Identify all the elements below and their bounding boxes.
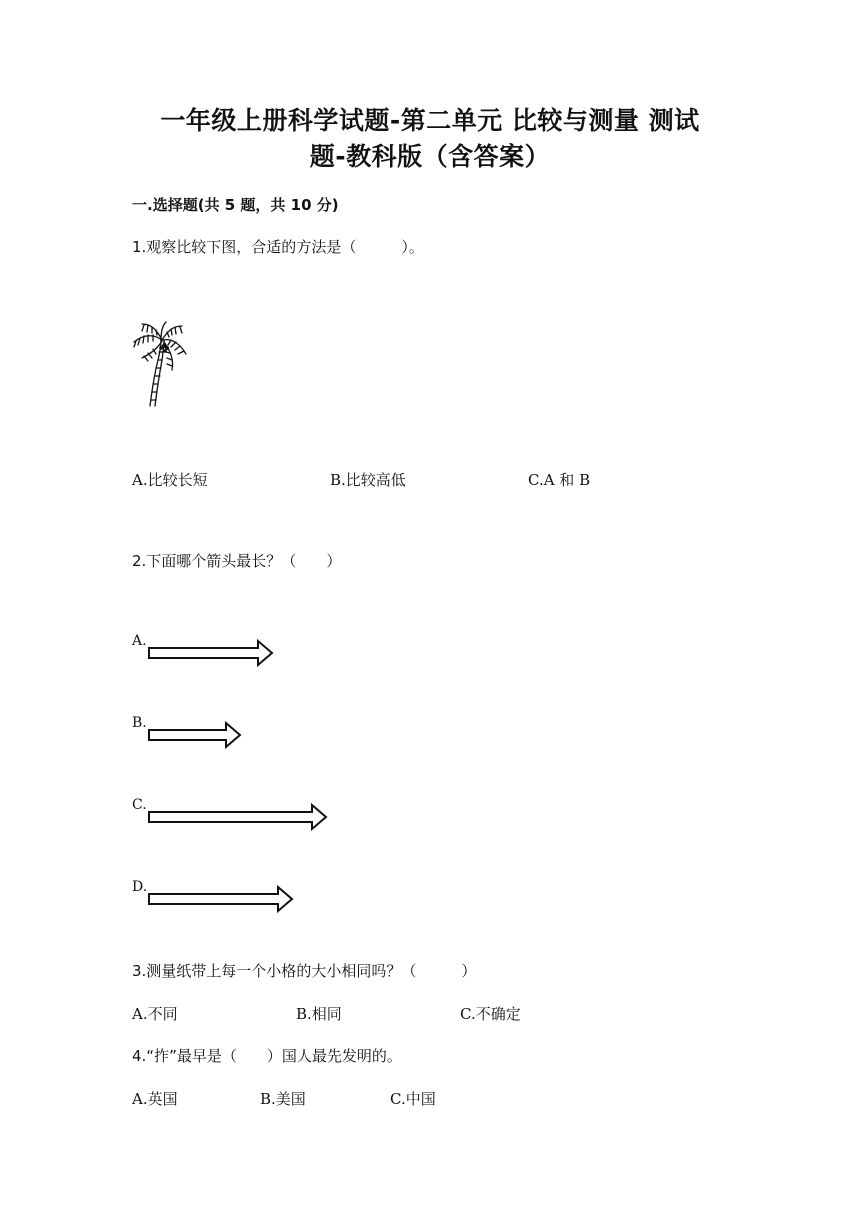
question-3-option-c: C.不确定 [460,1005,521,1023]
section-heading: 一.选择题(共 5 题，共 10 分) [132,196,339,214]
question-2-text: 2.下面哪个箭头最长？（ ） [132,552,342,570]
question-3-text: 3.测量纸带上每一个小格的大小相同吗？（ ） [132,962,477,980]
question-1-text: 1.观察比较下图，合适的方法是（ ）。 [132,238,424,256]
question-1-option-c: C.A 和 B [528,471,591,489]
question-1-option-b: B.比较高低 [330,471,406,489]
question-2-option-a-label: A. [132,633,147,649]
arrow-a-icon [148,640,274,666]
question-2-option-b-label: B. [132,715,147,731]
question-1-option-a: A.比较长短 [132,471,208,489]
arrow-c-icon [148,804,328,830]
arrow-b-icon [148,722,242,748]
question-3-option-b: B.相同 [296,1005,342,1023]
question-2-option-c-label: C. [132,797,147,813]
question-4-option-b: B.美国 [260,1090,306,1108]
question-2-option-d-label: D. [132,879,148,895]
palm-tree-image [128,320,192,408]
question-4-option-c: C.中国 [390,1090,436,1108]
arrow-d-icon [148,886,294,912]
question-3-option-a: A.不同 [132,1005,178,1023]
question-4-text: 4.“拃”最早是（ ）国人最先发明的。 [132,1047,402,1065]
page-title-line-2: 题-教科版（含答案） [309,142,551,171]
page-title-line-1: 一年级上册科学试题-第二单元 比较与测量 测试 [160,106,700,135]
question-4-option-a: A.英国 [132,1090,178,1108]
